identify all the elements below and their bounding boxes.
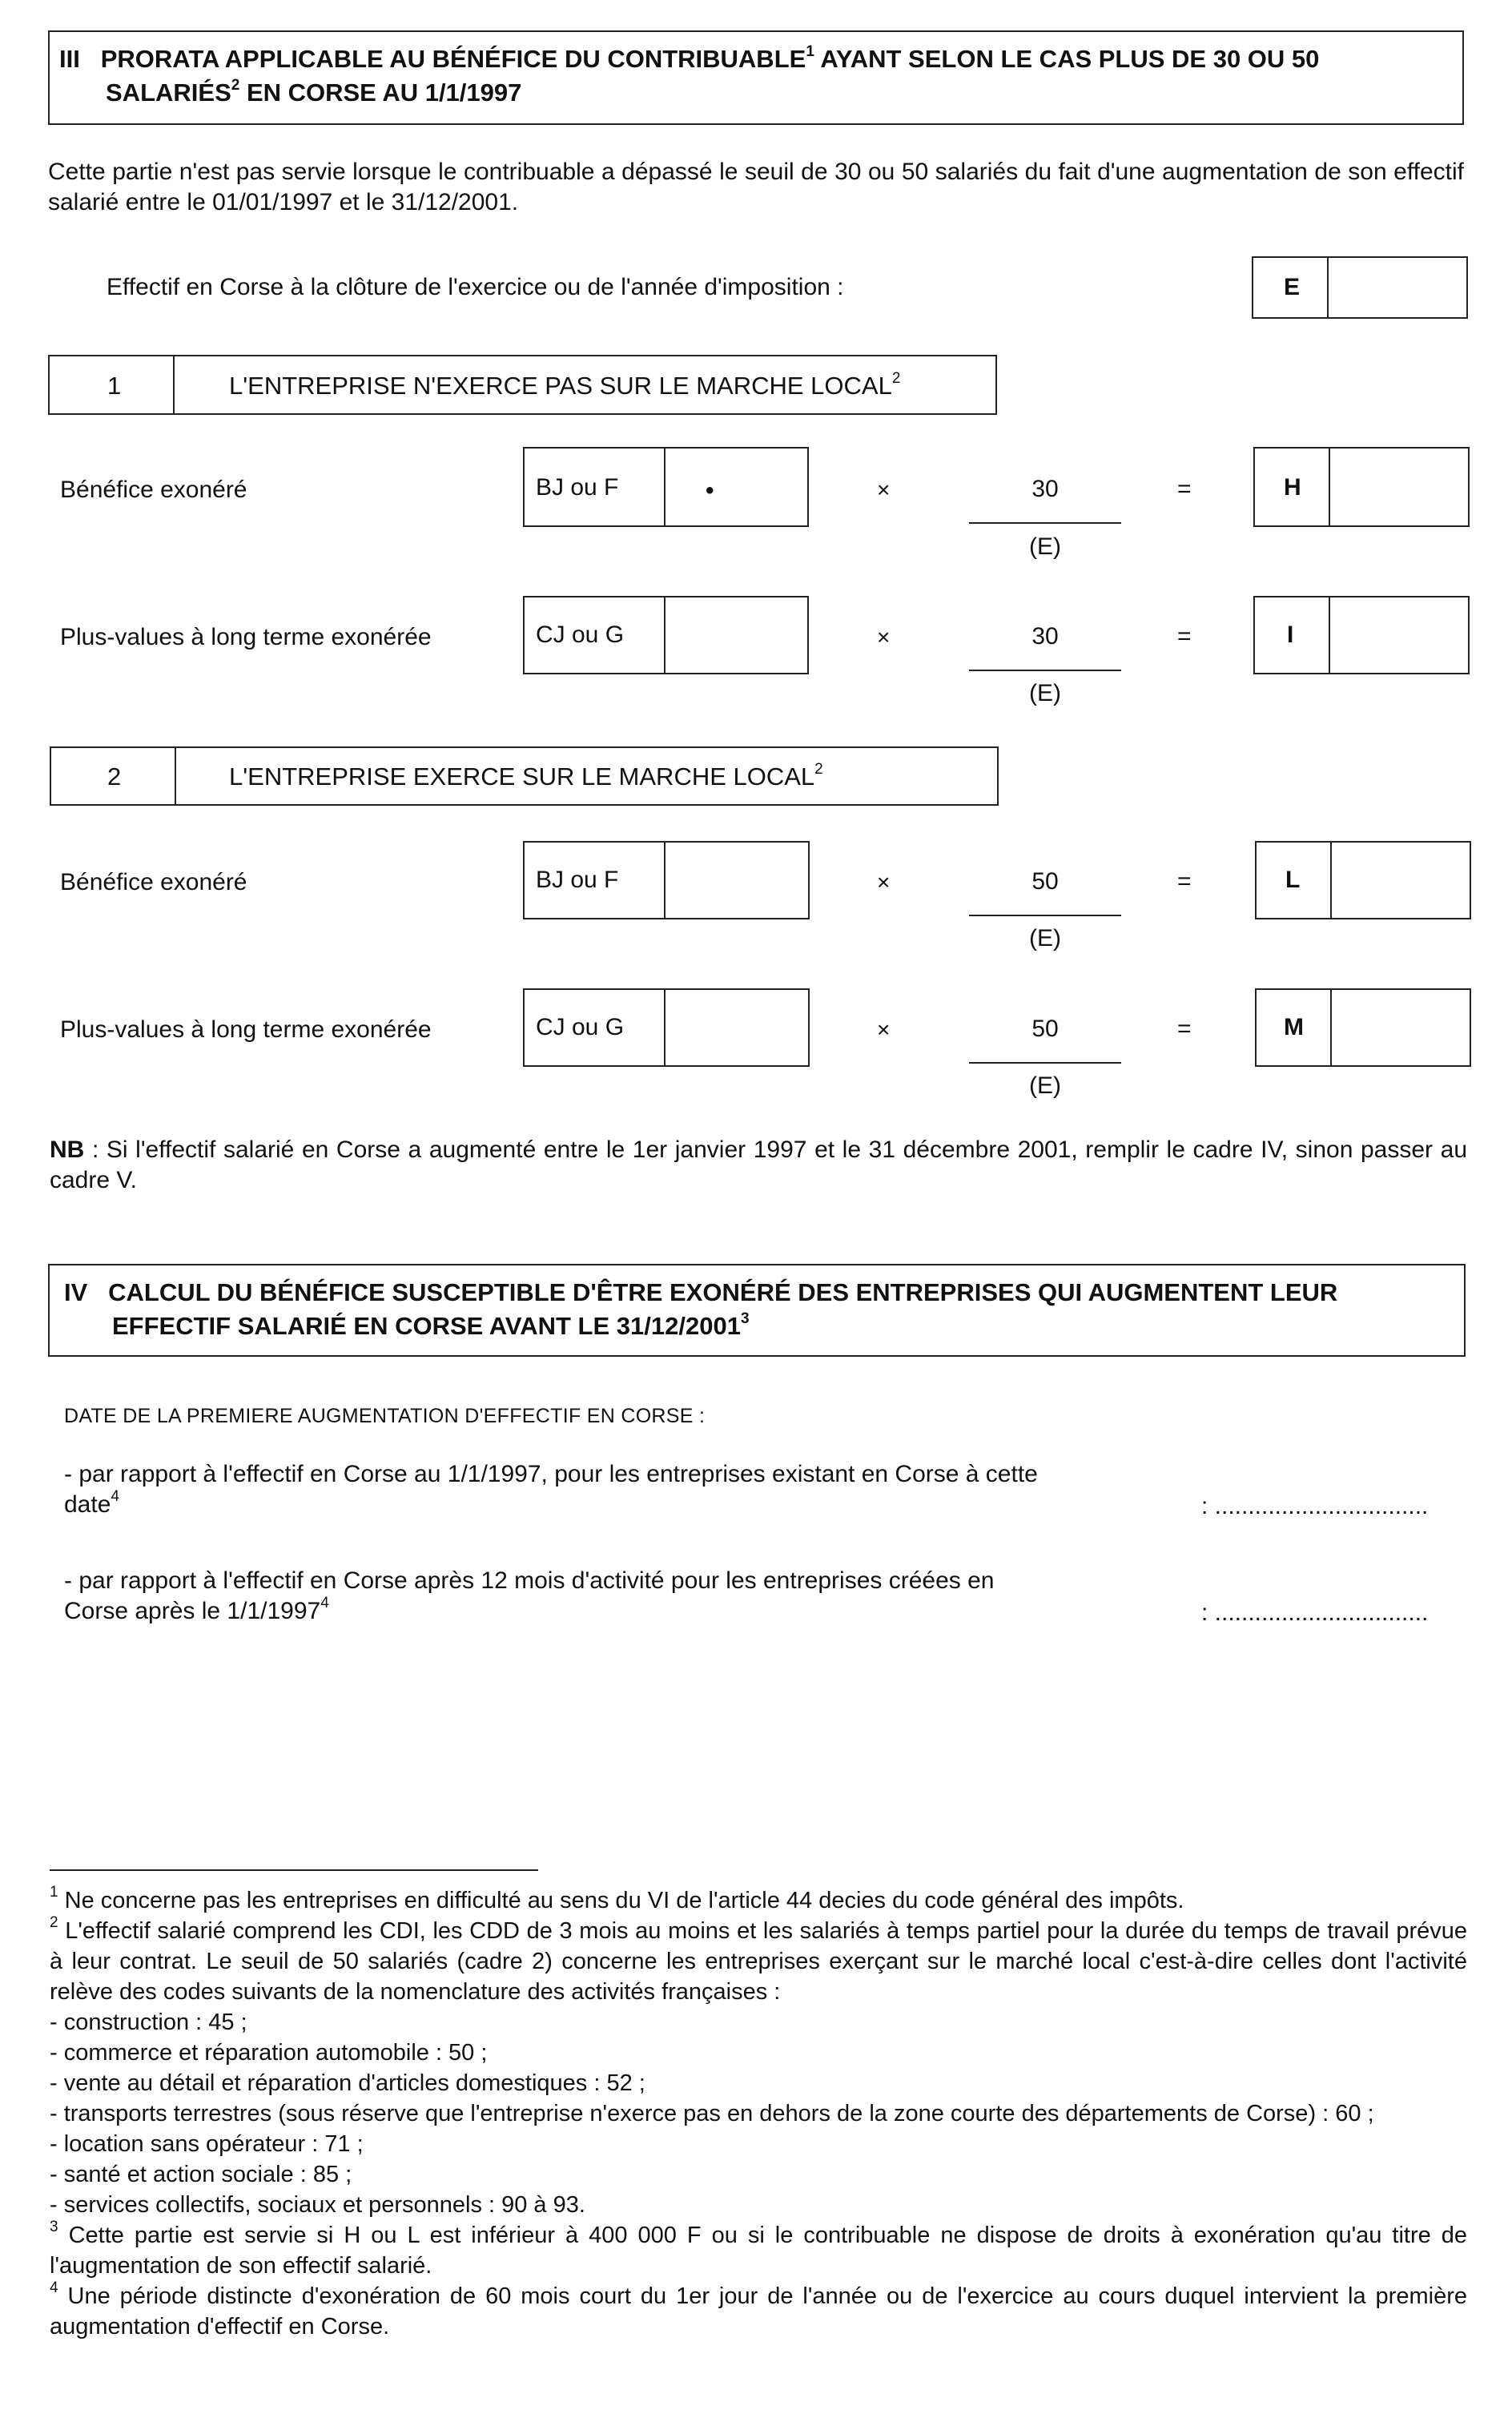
- section-4-header: [48, 1264, 1466, 1357]
- case-1-title-text: L'ENTREPRISE N'EXERCE PAS SUR LE MARCHE LOCAL: [229, 372, 892, 400]
- case-1-row-1-denominator: (E): [1029, 533, 1061, 560]
- section-4-number: IV: [64, 1278, 88, 1306]
- footnote-list-item: - location sans opérateur : 71 ;: [50, 2131, 364, 2157]
- footnote-text: Une période distincte d'exonération de 60 mois court du 1er jour de l'année ou de l'exercice au cours duquel intervient la première augmentation d'effectif en Corse.: [50, 2283, 1467, 2339]
- case-1-row-2-denominator: (E): [1029, 680, 1061, 706]
- footnote-2: [50, 1916, 1467, 2007]
- footnote-ref: 2: [814, 761, 823, 778]
- dot-mark: •: [706, 477, 714, 504]
- footnote-list-item: - construction : 45 ;: [50, 2010, 247, 2035]
- field-divider: [1330, 843, 1332, 918]
- footnote-number: 2: [50, 1914, 58, 1931]
- item-1: [64, 1459, 1185, 1520]
- case-1-row-2-label: Plus-values à long terme exonérée: [60, 624, 432, 650]
- footnote-list-item: - services collectifs, sociaux et personnels : 90 à 93.: [50, 2192, 585, 2218]
- footnote-list-item: - santé et action sociale : 85 ;: [50, 2162, 352, 2187]
- effectif-e-code: E: [1284, 274, 1301, 300]
- field-divider: [1327, 258, 1329, 317]
- footnotes: [50, 1885, 1467, 2342]
- case-2-title-text: L'ENTREPRISE EXERCE SUR LE MARCHE LOCAL: [229, 762, 815, 791]
- section-4-title-line2: [112, 1310, 750, 1342]
- item-2-line-2: Corse après le 1/1/1997: [64, 1598, 321, 1624]
- case-1-row-1-code-field[interactable]: [523, 447, 809, 527]
- fraction-bar: [969, 1062, 1121, 1064]
- case-2-row-1-code: BJ ou F: [536, 867, 619, 893]
- multiply-sign: ×: [877, 870, 891, 895]
- footnote-text: L'effectif salarié comprend les CDI, les CDD de 3 mois au moins et les salariés à temps partiel pour la durée du temps de travail prévue à leur contrat. Le seuil de 50 salariés (cadre 2) concerne les entreprises exerçant sur le marché local c'est-à-dire celles dont l'activité relève des codes suivants de la nomenclature des activités françaises :: [50, 1918, 1467, 2005]
- case-1-row-1-result-code: H: [1284, 474, 1301, 501]
- section-4-title-a: CALCUL DU BÉNÉFICE SUSCEPTIBLE D'ÊTRE EXONÉRÉ DES ENTREPRISES QUI AUGMENTENT LEUR: [108, 1278, 1338, 1306]
- section-3-number: III: [59, 45, 80, 73]
- case-2-row-2-label: Plus-values à long terme exonérée: [60, 1016, 432, 1043]
- case-1-row-1-numerator: 30: [1031, 476, 1059, 502]
- case-2-row-2-result-field[interactable]: [1255, 988, 1471, 1067]
- item-2: [64, 1566, 1185, 1627]
- multiply-sign: ×: [877, 477, 891, 502]
- case-1-row-2-result-field[interactable]: [1253, 596, 1470, 674]
- case-2-header: [50, 746, 999, 806]
- footnote-1: [50, 1885, 1467, 1916]
- case-1-row-2-result-code: I: [1287, 622, 1294, 648]
- fraction-bar: [969, 670, 1121, 671]
- footnote-number: 4: [50, 2279, 58, 2296]
- footnote-ref: 4: [320, 1595, 329, 1611]
- footnote-ref: 1: [806, 43, 814, 60]
- case-2-title: [229, 761, 823, 793]
- case-2-row-1-code-field[interactable]: [523, 841, 810, 919]
- fraction-bar: [969, 915, 1121, 916]
- footnote-list-item: - transports terrestres (sous réserve que l'entreprise n'exerce pas en dehors de la zone courte des départements de Corse) : 60 ;: [50, 2101, 1374, 2126]
- header-divider: [173, 356, 175, 413]
- case-2-row-2-code-field[interactable]: [523, 988, 810, 1067]
- field-divider: [664, 843, 666, 918]
- equals-sign: =: [1177, 868, 1192, 895]
- header-divider: [175, 748, 176, 804]
- field-divider: [1329, 449, 1330, 525]
- nb-text: : Si l'effectif salarié en Corse a augmenté entre le 1er janvier 1997 et le 31 décembre 2001, remplir le cadre IV, sinon passer au cadre V.: [50, 1137, 1467, 1193]
- footnote-3: [50, 2220, 1467, 2281]
- case-2-number: 2: [107, 762, 122, 791]
- field-divider: [1330, 990, 1332, 1065]
- section-4-title-b: EFFECTIF SALARIÉ EN CORSE AVANT LE 31/12/2001: [112, 1312, 741, 1340]
- footnote-number: 3: [50, 2219, 58, 2235]
- footnote-ref: 2: [231, 77, 240, 94]
- case-1-title: [229, 370, 900, 402]
- case-1-number: 1: [107, 372, 122, 400]
- field-divider: [664, 597, 666, 673]
- section-3-title-a: PRORATA APPLICABLE AU BÉNÉFICE DU CONTRIBUABLE: [100, 45, 806, 73]
- field-divider: [664, 449, 666, 525]
- case-1-row-1-label: Bénéfice exonéré: [60, 477, 247, 503]
- case-2-row-1-result-code: L: [1285, 867, 1301, 893]
- footnote-ref: 3: [740, 1310, 750, 1327]
- footnote-text: Ne concerne pas les entreprises en difficulté au sens du VI de l'article 44 decies du code général des impôts.: [58, 1888, 1184, 1913]
- case-1-row-2-code-field[interactable]: [523, 596, 809, 674]
- item-1-date-field[interactable]: : ................................: [1201, 1493, 1429, 1519]
- nb-label: NB: [50, 1137, 85, 1163]
- case-2-row-2-numerator: 50: [1031, 1016, 1059, 1042]
- equals-sign: =: [1177, 476, 1192, 502]
- equals-sign: =: [1177, 1016, 1192, 1042]
- section-3-intro: Cette partie n'est pas servie lorsque le contribuable a dépassé le seuil de 30 ou 50 salariés du fait d'une augmentation de son effectif salarié entre le 01/01/1997 et le 31/12/2001.: [48, 159, 1464, 215]
- case-2-row-1-result-field[interactable]: [1255, 841, 1471, 919]
- case-2-row-1-numerator: 50: [1031, 868, 1059, 895]
- multiply-sign: ×: [877, 1017, 891, 1042]
- case-1-row-2-code: CJ ou G: [536, 622, 625, 648]
- effectif-e-field[interactable]: [1252, 256, 1468, 319]
- case-1-header: [48, 355, 997, 415]
- nb-note: [50, 1135, 1467, 1196]
- case-1-row-1-result-field[interactable]: [1253, 447, 1470, 527]
- footnote-number: 1: [50, 1884, 58, 1901]
- case-2-row-1-label: Bénéfice exonéré: [60, 869, 247, 895]
- item-1-line-2: date: [64, 1491, 111, 1518]
- footnote-separator: [50, 1869, 538, 1871]
- date-heading: DATE DE LA PREMIERE AUGMENTATION D'EFFECTIF EN CORSE :: [64, 1405, 706, 1427]
- equals-sign: =: [1177, 623, 1192, 650]
- section-3-title-line2: [106, 77, 521, 109]
- section-3-header: [48, 30, 1464, 125]
- section-4-title: [64, 1277, 1458, 1309]
- case-2-row-2-denominator: (E): [1029, 1072, 1061, 1099]
- footnote-4: [50, 2281, 1467, 2342]
- item-1-line-1: - par rapport à l'effectif en Corse au 1/1/1997, pour les entreprises existant en Corse à cette: [64, 1461, 1038, 1487]
- case-1-row-1-code: BJ ou F: [536, 474, 619, 501]
- section-3-title: [59, 43, 1453, 75]
- case-2-row-2-result-code: M: [1284, 1014, 1304, 1040]
- footnote-ref: 2: [891, 370, 901, 387]
- case-2-row-1-denominator: (E): [1029, 925, 1061, 951]
- case-2-row-2-code: CJ ou G: [536, 1014, 625, 1040]
- footnote-list-item: - vente au détail et réparation d'articles domestiques : 52 ;: [50, 2070, 645, 2096]
- item-2-date-field[interactable]: : ................................: [1201, 1599, 1429, 1626]
- section-3-title-d: EN CORSE AU 1/1/1997: [239, 78, 522, 107]
- item-2-line-1: - par rapport à l'effectif en Corse après 12 mois d'activité pour les entreprises créées en: [64, 1567, 995, 1594]
- footnote-ref: 4: [111, 1488, 119, 1505]
- footnote-list-item: - commerce et réparation automobile : 50 ;: [50, 2040, 488, 2066]
- case-1-row-2-numerator: 30: [1031, 623, 1059, 650]
- field-divider: [1329, 597, 1330, 673]
- section-3-title-c: SALARIÉS: [106, 78, 231, 107]
- footnote-text: Cette partie est servie si H ou L est inférieur à 400 000 F ou si le contribuable ne dispose de droits à exonération qu'au titre de l'augmentation de son effectif salarié.: [50, 2223, 1467, 2279]
- effectif-label: Effectif en Corse à la clôture de l'exercice ou de l'année d'imposition :: [107, 274, 844, 300]
- section-3-title-b: AYANT SELON LE CAS PLUS DE 30 OU 50: [814, 45, 1320, 73]
- multiply-sign: ×: [877, 625, 891, 650]
- fraction-bar: [969, 522, 1121, 524]
- field-divider: [664, 990, 666, 1065]
